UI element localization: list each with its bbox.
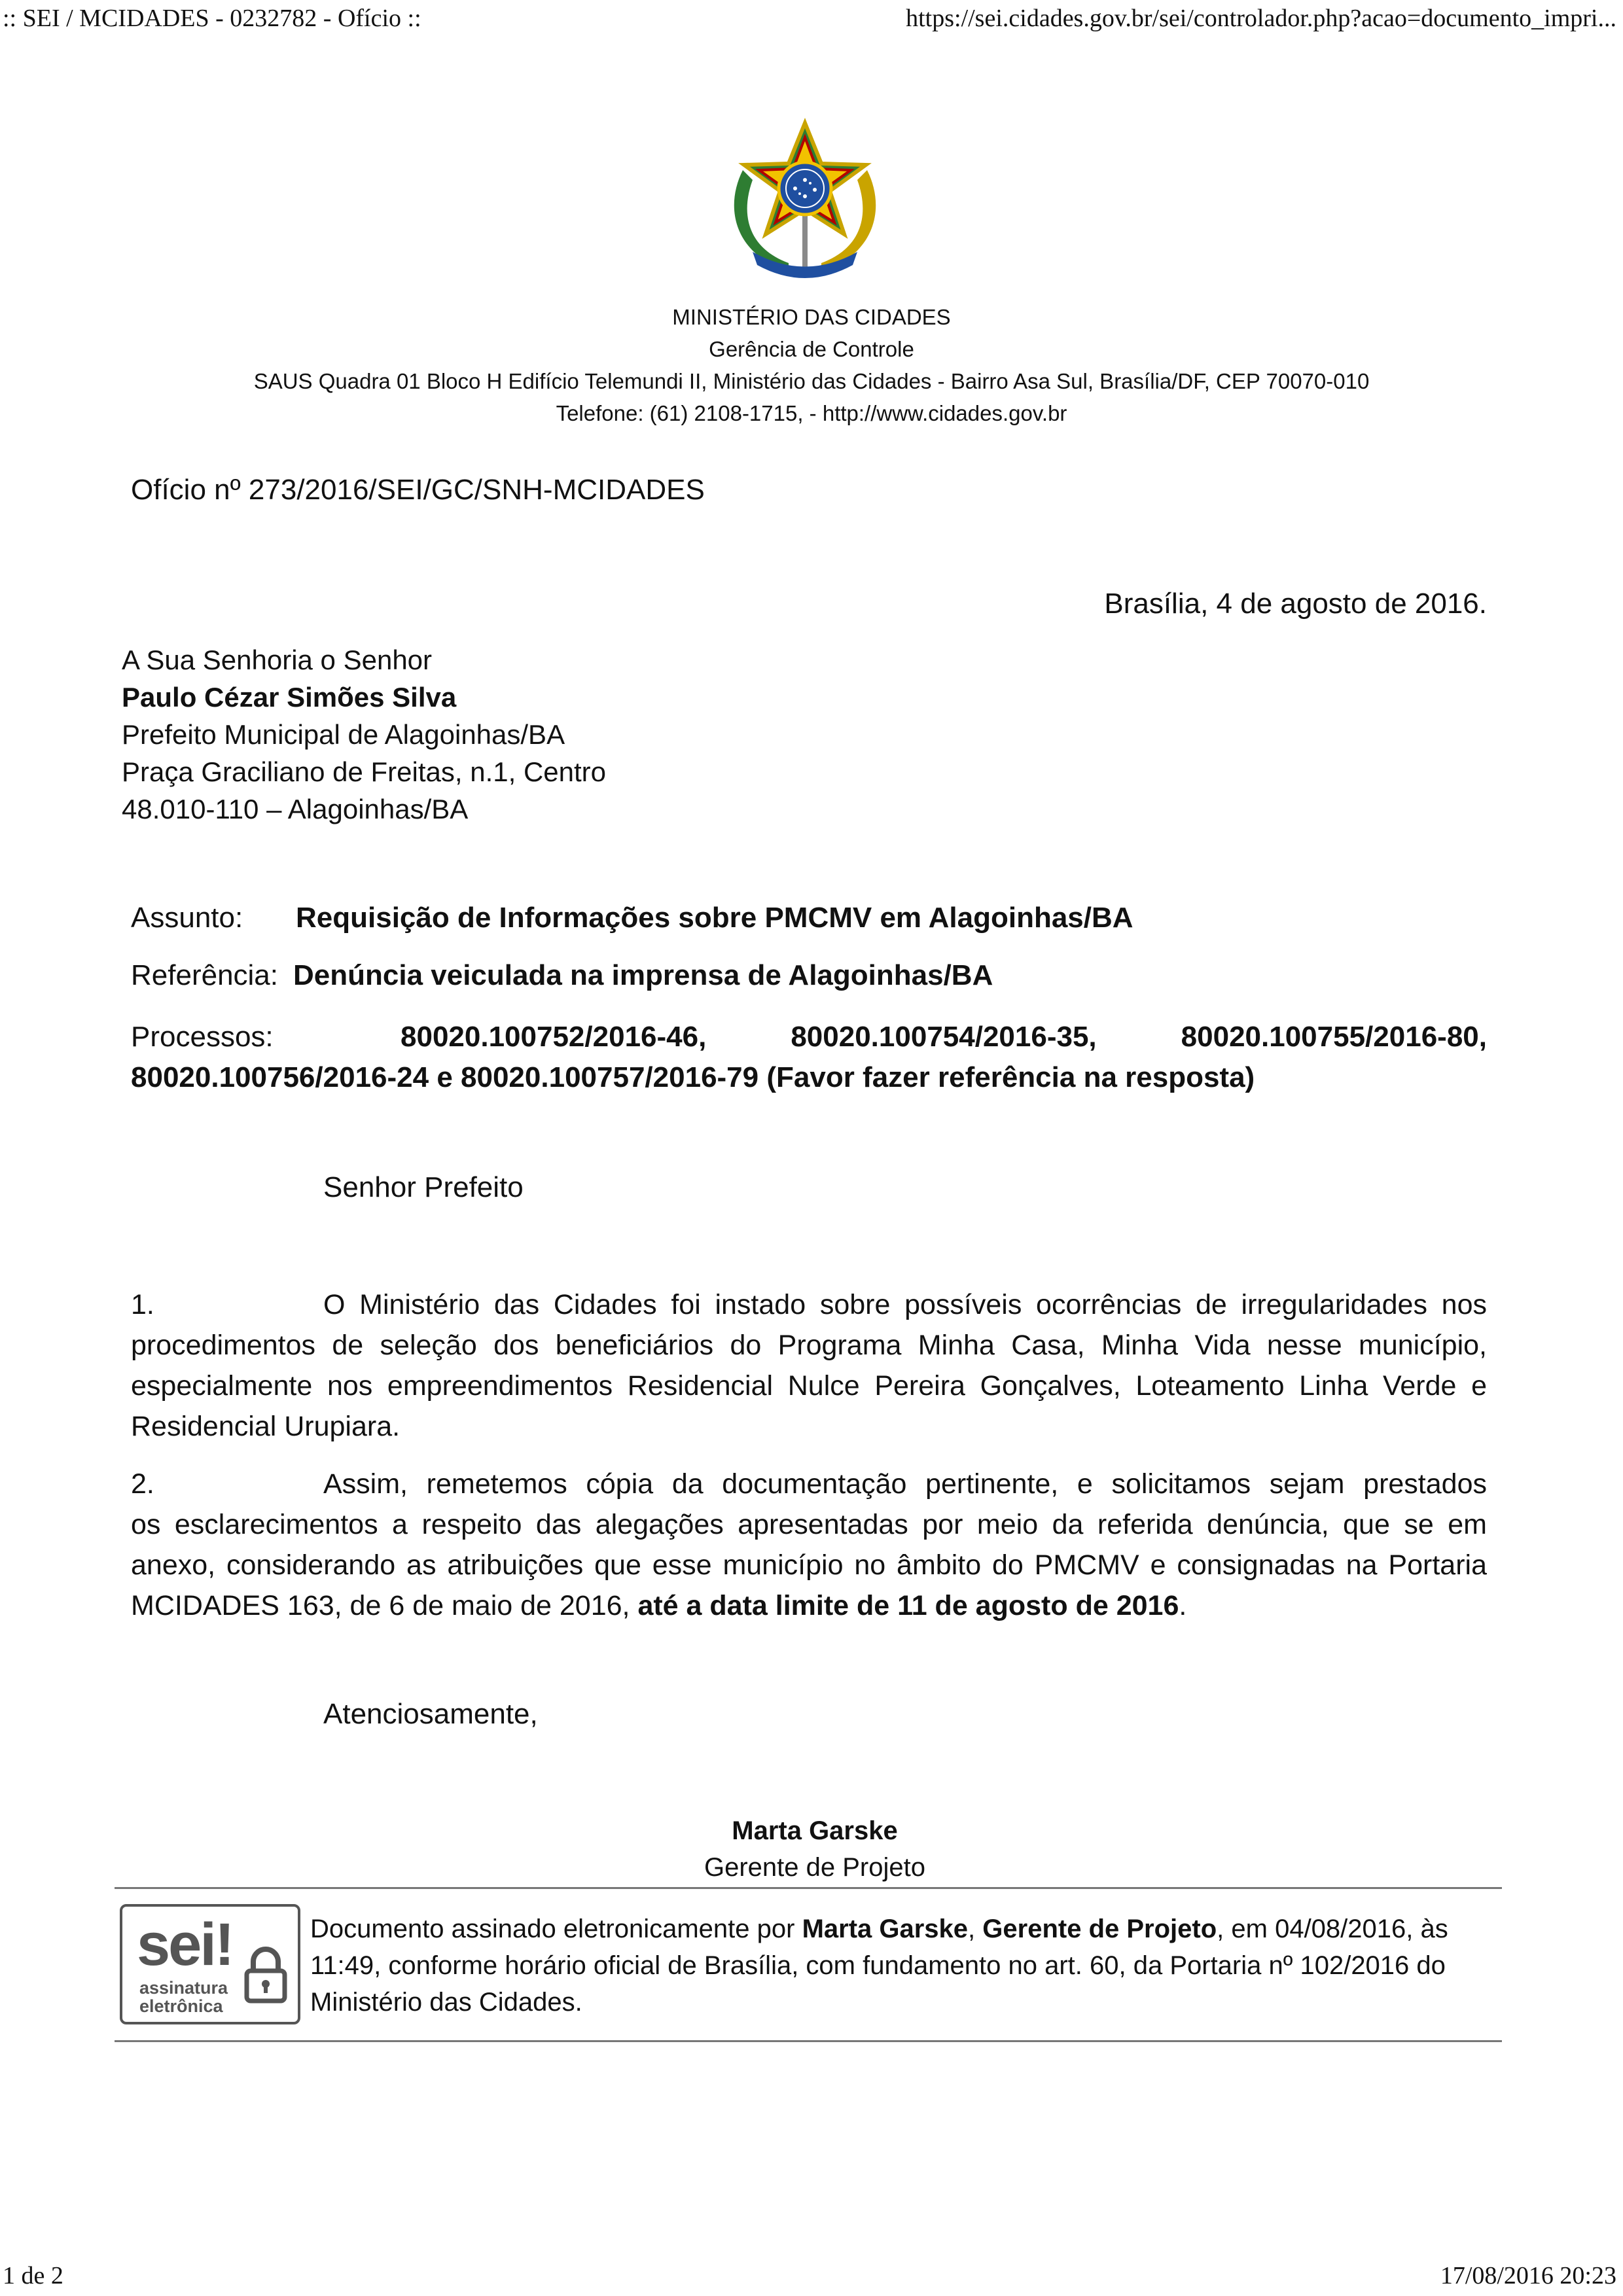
recipient-address: Praça Graciliano de Freitas, n.1, Centro — [122, 756, 607, 787]
paragraph-first-line: O Ministério das Cidades foi instado sobre possíveis ocorrências de irregularidades nos — [323, 1289, 1487, 1320]
signer-block — [0, 1812, 1623, 1886]
paragraph-text-main: os esclarecimentos a respeito das alegações apresentadas por meio da referida denúncia, que se em anexo, considerando as atribuições que esse município no âmbito do PMCMV e consignadas na Portaria MCIDADES 163, de 6 de maio de 2016, — [131, 1509, 1487, 1621]
paragraph-number: 1. — [131, 1289, 154, 1320]
processes-line-2: 80020.100756/2016-24 e 80020.100757/2016-79 (Favor fazer referência na resposta) — [131, 1061, 1255, 1093]
process-number: 80020.100752/2016-46, — [401, 1021, 707, 1053]
paragraph-1 — [131, 1284, 1487, 1447]
reference-line — [131, 959, 993, 992]
process-number: 80020.100755/2016-80, — [1181, 1021, 1487, 1053]
oficio-number: Ofício nº 273/2016/SEI/GC/SNH-MCIDADES — [131, 474, 705, 506]
ministry-address: SAUS Quadra 01 Bloco H Edifício Telemundi II, Ministério das Cidades - Bairro Asa Sul, Brasília/DF, CEP 70070-010 — [253, 369, 1370, 393]
signature-text-1: Documento assinado eletronicamente por — [310, 1915, 795, 1943]
recipient-city: 48.010-110 – Alagoinhas/BA — [122, 794, 469, 824]
subject-label: Assunto: — [131, 902, 243, 934]
coat-of-arms-icon — [717, 118, 893, 288]
padlock-icon — [243, 1946, 289, 2005]
process-number: 80020.100754/2016-35, — [791, 1021, 1097, 1053]
signature-sep: , — [968, 1915, 976, 1943]
signature-role: Gerente de Projeto — [982, 1915, 1217, 1943]
signature-text-2: , em 04/08/2016, às 11:49, conforme horário oficial de Brasília, com fundamento no art. 60, da Portaria nº 102/2016 do Ministério das Cidades. — [310, 1915, 1448, 2017]
browser-page-url: https://sei.cidades.gov.br/sei/controlador.php?acao=documento_impri... — [906, 5, 1616, 32]
recipient-salutation: A Sua Senhoria o Senhor — [122, 645, 433, 675]
recipient-name: Paulo Cézar Simões Silva — [122, 682, 457, 713]
closing: Atenciosamente, — [323, 1698, 538, 1730]
signature-statement — [310, 1911, 1495, 2021]
paragraph-number: 2. — [131, 1468, 154, 1500]
sei-signature-logo — [120, 1904, 300, 2024]
sei-logo-text: sei! — [137, 1911, 233, 1978]
processes-label: Processos: — [131, 1021, 274, 1053]
sei-logo-caption-1: assinatura — [139, 1978, 228, 1998]
page-number: 1 de 2 — [3, 2262, 63, 2289]
browser-page-title: :: SEI / MCIDADES - 0232782 - Ofício :: — [3, 5, 421, 32]
letter-date: Brasília, 4 de agosto de 2016. — [1104, 588, 1487, 620]
recipient-role: Prefeito Municipal de Alagoinhas/BA — [122, 719, 565, 750]
signature-bottom-rule — [115, 2040, 1502, 2042]
paragraph-first-line: Assim, remetemos cópia da documentação pertinente, e solicitamos sejam prestados — [323, 1468, 1487, 1500]
signature-name: Marta Garske — [802, 1915, 969, 1943]
department-name: Gerência de Controle — [709, 337, 914, 361]
signer-name: Marta Garske — [732, 1816, 898, 1845]
paragraph-text — [131, 1504, 1487, 1626]
paragraph-end: . — [1179, 1590, 1187, 1621]
greeting: Senhor Prefeito — [323, 1171, 524, 1203]
signer-role: Gerente de Projeto — [704, 1853, 925, 1882]
subject-value: Requisição de Informações sobre PMCMV em Alagoinhas/BA — [296, 902, 1133, 934]
reference-label: Referência: — [131, 959, 279, 991]
paragraph-2 — [131, 1464, 1487, 1626]
ministry-name: MINISTÉRIO DAS CIDADES — [672, 305, 951, 329]
sei-logo-caption — [139, 1979, 228, 2015]
ministry-contact: Telefone: (61) 2108-1715, - http://www.cidades.gov.br — [556, 401, 1067, 425]
paragraph-text: procedimentos de seleção dos beneficiários do Programa Minha Casa, Minha Vida nesse município, especialmente nos empreendimentos Residencial Nulce Pereira Gonçalves, Loteamento Linha Verde e Residencial Urupiara. — [131, 1330, 1487, 1442]
reference-value: Denúncia veiculada na imprensa de Alagoinhas/BA — [293, 959, 993, 991]
print-datetime: 17/08/2016 20:23 — [1440, 2262, 1616, 2289]
signature-top-rule — [115, 1887, 1502, 1889]
subject-line — [131, 902, 1133, 934]
processes-block — [131, 1017, 1487, 1098]
letterhead — [0, 301, 1623, 429]
recipient-block — [122, 641, 606, 828]
deadline-text: até a data limite de 11 de agosto de 2016 — [637, 1590, 1179, 1621]
sei-logo-caption-2: eletrônica — [139, 1996, 223, 2016]
